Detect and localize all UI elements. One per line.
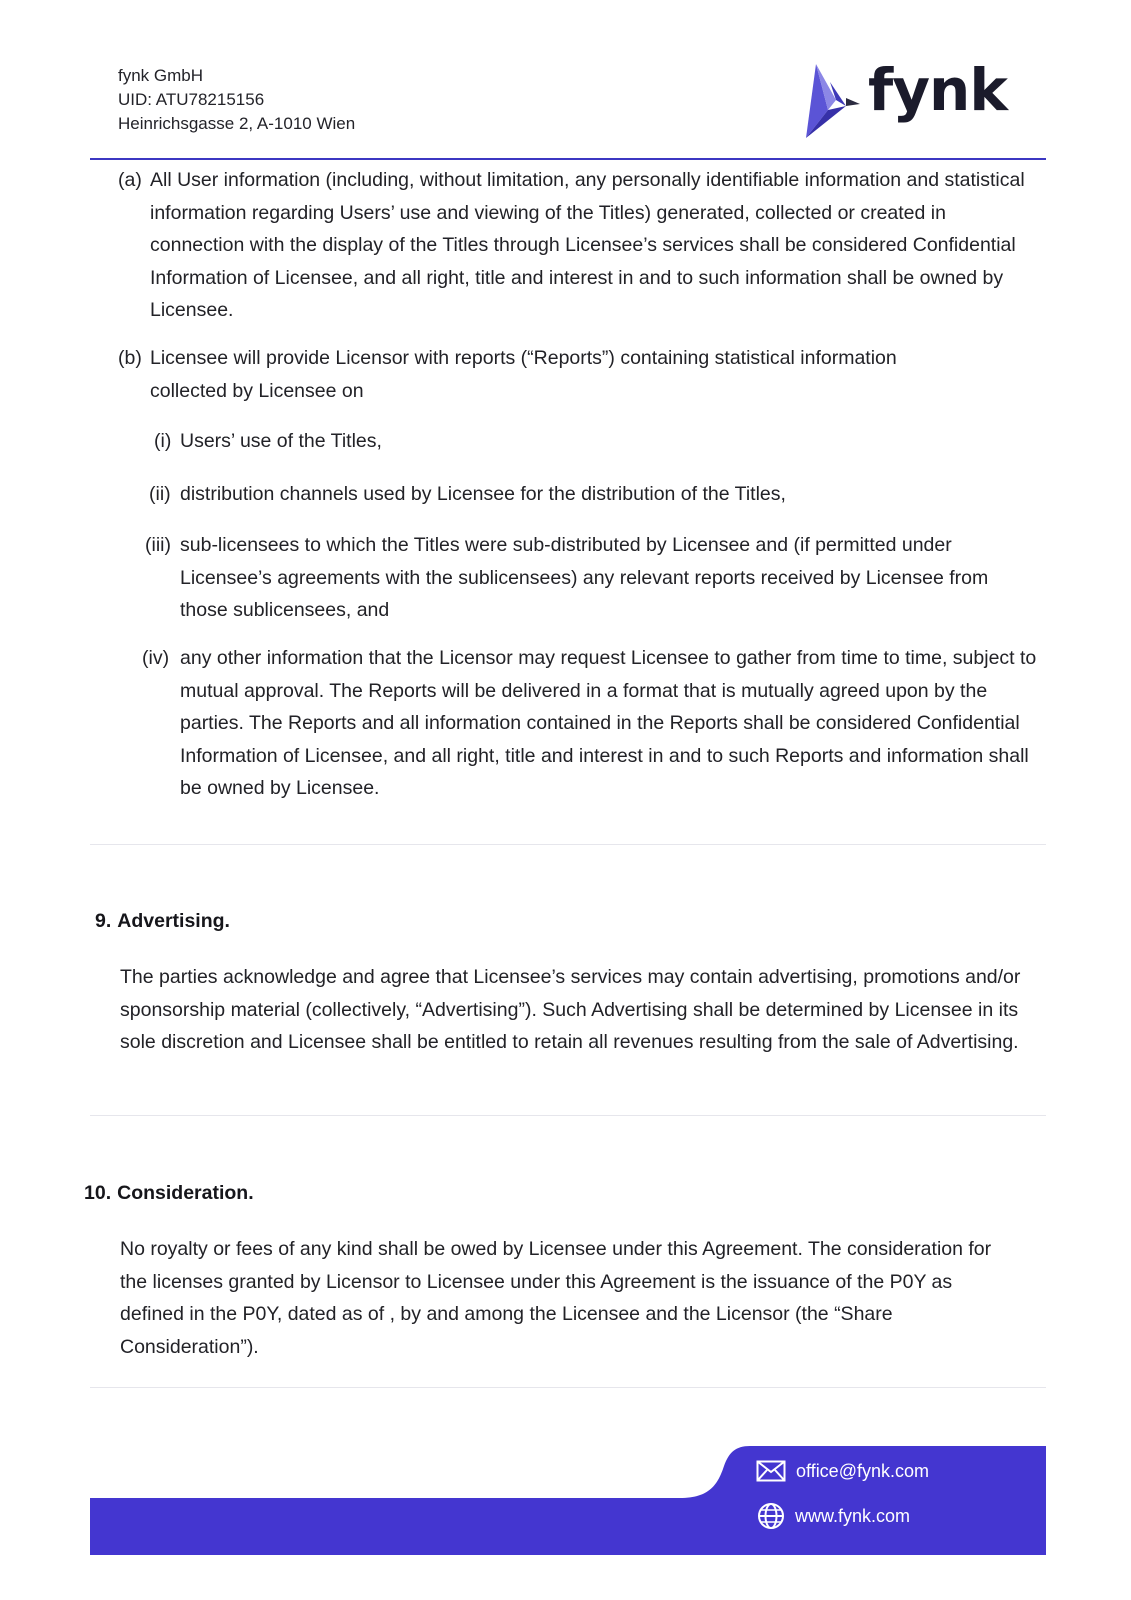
- item-label: (iii): [145, 534, 171, 556]
- company-info: [118, 64, 355, 136]
- clause-item-a: [118, 164, 1043, 327]
- clause-subitem-iii: [145, 529, 1043, 627]
- company-name: fynk GmbH: [118, 66, 204, 85]
- item-label: (b): [118, 347, 142, 369]
- item-label: (i): [154, 430, 172, 452]
- footer-email[interactable]: [756, 1460, 929, 1482]
- section-heading-advertising: [95, 910, 236, 933]
- header-divider: [90, 158, 1046, 160]
- item-text: any other information that the Licensor may request Licensee to gather from time to time, subject to mutual approval. The Reports will be delivered in a format that is mutually agreed upon by the parties. The Reports and all information contained in the Reports shall be considered Confidential Information of Licensee, and all right, title and interest in and to such Reports and information shall be owned by Licensee.: [180, 647, 1037, 799]
- item-text: Licensee will provide Licensor with reports (“Reports”) containing statistical information collected by Licensee on: [150, 347, 897, 402]
- section-title: Advertising.: [117, 910, 230, 932]
- logo-wordmark: fynk: [868, 56, 1007, 124]
- item-text: All User information (including, without limitation, any personally identifiable information and statistical information regarding Users’ use and viewing of the Titles) generated, collected or created in connection with the display of the Titles through Licensee’s services shall be considered Confidential Information of Licensee, and all right, title and interest in and to such information shall be owned by Licensee.: [150, 169, 1025, 321]
- item-text: sub-licensees to which the Titles were sub-distributed by Licensee and (if permitted under Licensee’s agreements with the sublicensees) any relevant reports received by Licensee from those sublicensees, and: [180, 534, 989, 621]
- section-divider: [90, 844, 1046, 845]
- section-text: The parties acknowledge and agree that Licensee’s services may contain advertising, promotions and/or sponsorship material (collectively, “Advertising”). Such Advertising shall be determined by Licensee in its sole discretion and Licensee shall be entitled to retain all revenues resulting from the sale of Advertising.: [120, 966, 1021, 1053]
- website-link[interactable]: www.fynk.com: [795, 1505, 911, 1526]
- clause-item-b: [118, 342, 1043, 407]
- section-number: 9.: [95, 910, 112, 932]
- section-divider: [90, 1115, 1046, 1116]
- section-body-consideration: [120, 1233, 1045, 1363]
- envelope-icon: [756, 1460, 786, 1482]
- footer-website[interactable]: [757, 1502, 910, 1530]
- item-label: (ii): [149, 483, 171, 505]
- clause-subitem-iv: [142, 642, 1043, 805]
- clause-subitem-i: [150, 425, 1043, 458]
- item-text: Users’ use of the Titles,: [180, 430, 382, 452]
- section-divider: [90, 1387, 1046, 1388]
- section-heading-consideration: [84, 1182, 260, 1205]
- clause-subitem-ii: [150, 478, 1043, 511]
- company-uid: UID: ATU78215156: [118, 90, 265, 109]
- section-number: 10.: [84, 1182, 112, 1204]
- company-address: Heinrichsgasse 2, A-1010 Wien: [118, 114, 356, 133]
- section-text: No royalty or fees of any kind shall be owed by Licensee under this Agreement. The consideration for the licenses granted by Licensor to Licensee under this Agreement is the issuance of the P0Y as defined in the P0Y, dated as of , by and among the Licensee and the Licensor (the “Share Consideration”).: [120, 1238, 992, 1358]
- globe-icon: [757, 1502, 785, 1530]
- email-link[interactable]: office@fynk.com: [796, 1460, 929, 1481]
- item-label: (a): [118, 169, 142, 191]
- bird-logo-icon: [806, 60, 870, 142]
- fynk-logo: [806, 56, 1007, 142]
- item-label: (iv): [142, 647, 170, 669]
- section-body-advertising: [120, 961, 1045, 1059]
- section-title: Consideration.: [117, 1182, 254, 1204]
- item-text: distribution channels used by Licensee for the distribution of the Titles,: [180, 483, 786, 505]
